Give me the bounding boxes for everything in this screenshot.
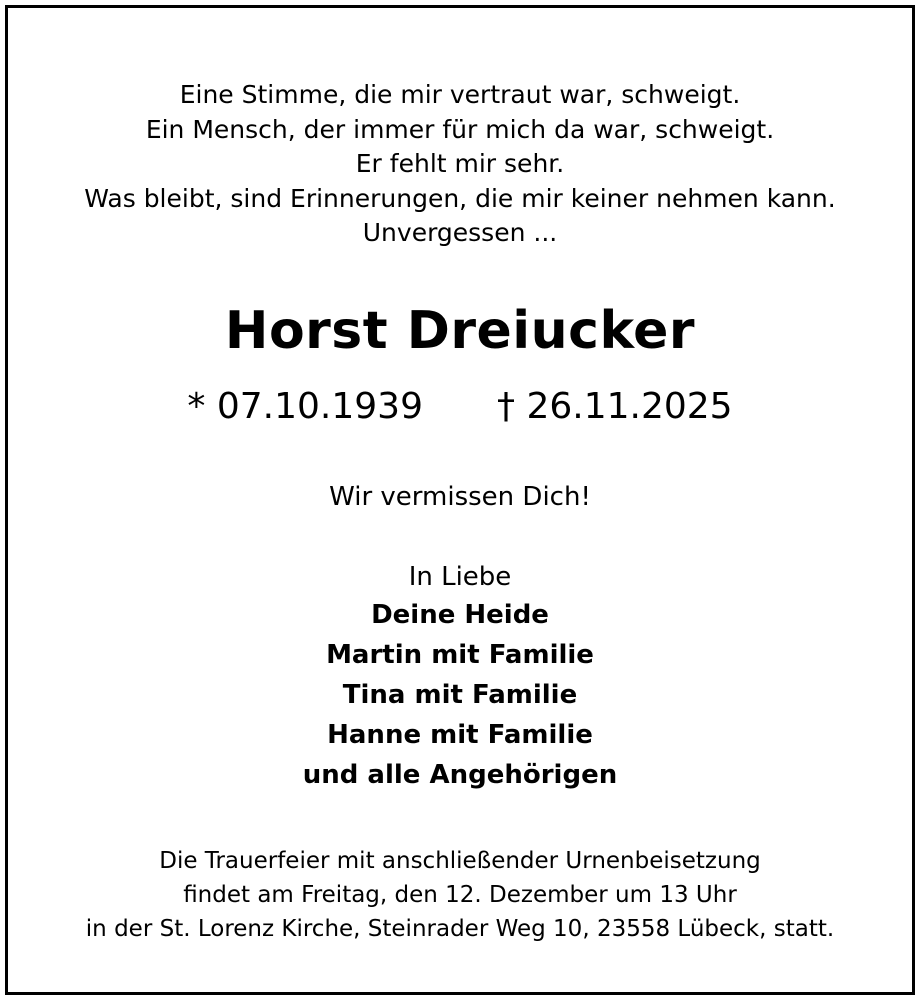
life-dates [0, 382, 920, 432]
service-line-2: findet am Freitag, den 12. Dezember um 13 Uhr [183, 882, 737, 908]
love-intro: In Liebe [408, 562, 512, 592]
service-details [0, 844, 920, 946]
verse-line-2: Ein Mensch, der immer für mich da war, schweigt. [145, 114, 775, 144]
death-date: † 26.11.2025 [497, 386, 733, 427]
service-line-3: in der St. Lorenz Kirche, Steinrader Weg 10, 23558 Lübeck, statt. [85, 916, 835, 942]
signer-5: und alle Angehörigen [302, 760, 618, 790]
birth-date: * 07.10.1939 [187, 386, 423, 427]
signers-list [0, 595, 920, 795]
signer-1: Deine Heide [371, 600, 549, 630]
deceased-name: Horst Dreiucker [224, 301, 696, 361]
service-line-1: Die Trauerfeier mit anschließender Urnenbeisetzung [159, 848, 761, 874]
verse-line-1: Eine Stimme, die mir vertraut war, schweigt. [179, 80, 741, 109]
memorial-verse [0, 78, 920, 251]
signer-4: Hanne mit Familie [327, 720, 593, 750]
verse-line-3: Er fehlt mir sehr. [355, 149, 565, 178]
signer-2: Martin mit Familie [326, 640, 594, 670]
verse-line-5: Unvergessen ... [362, 218, 558, 247]
farewell-message: Wir vermissen Dich! [329, 482, 591, 512]
verse-line-4: Was bleibt, sind Erinnerungen, die mir keiner nehmen kann. [84, 183, 836, 213]
signer-3: Tina mit Familie [342, 680, 578, 710]
